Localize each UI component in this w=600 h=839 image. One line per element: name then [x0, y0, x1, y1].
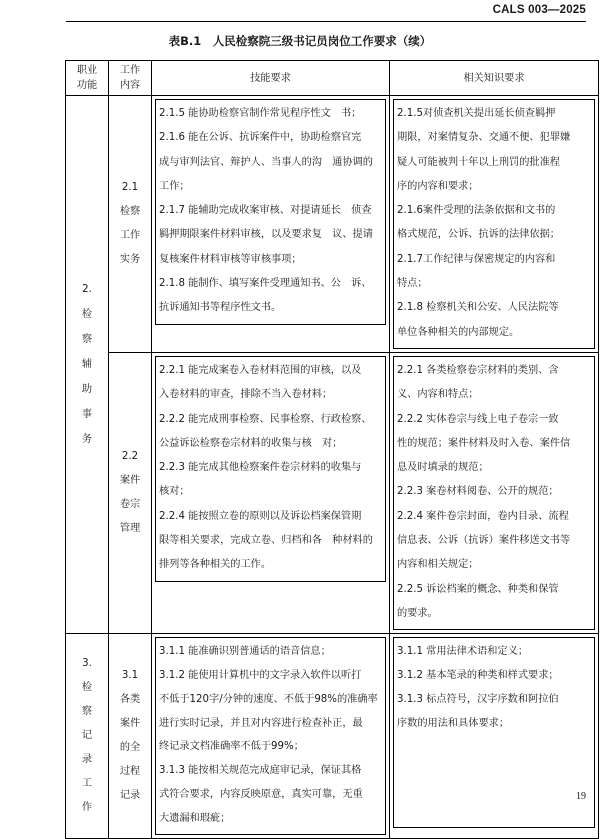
func-char: 察 [81, 705, 93, 717]
page-number: 19 [576, 791, 586, 802]
knowledge-cell [390, 96, 599, 353]
func-char: 事 [81, 409, 93, 421]
knowledge-line: 2.2.4 案件卷宗封面，卷内目录、流程 [397, 510, 569, 522]
content-cell [109, 96, 152, 353]
knowledge-line: 的要求。 [397, 607, 438, 619]
knowledge-line: 疑人可能被判十年以上刑罚的批准程 [397, 156, 560, 168]
skill-line: 工作； [159, 180, 190, 192]
func-char: 务 [81, 434, 93, 446]
skills-cell [152, 634, 390, 838]
content-line: 实务 [119, 253, 141, 265]
knowledge-line: 3.1.2 基本笔录的种类和样式要求； [397, 670, 559, 682]
skill-line: 2.1.8 能制作、填写案件受理通知书、公 诉、 [159, 278, 372, 290]
knowledge-line: 3.1.3 标点符号，汉字序数和阿拉伯 [397, 693, 559, 705]
skill-line: 2.1.6 能在公诉、抗诉案件中，协助检察官完 [159, 132, 362, 144]
func-char: 3. [82, 657, 92, 669]
skill-line: 入卷材料的审查，排除不当入卷材料； [159, 389, 333, 401]
content-line: 2.2 [121, 451, 139, 463]
skill-line: 羁押期限案件材料审核，以及要求复 议、提请 [159, 229, 373, 241]
knowledge-line: 2.2.3 案卷材料阅卷、公开的规范； [397, 486, 559, 498]
function-cell [66, 634, 109, 838]
table-row [66, 96, 599, 353]
skill-line: 3.1.1 能准确识别普通话的语音信息； [159, 646, 331, 658]
content-line: 案件 [119, 475, 141, 487]
knowledge-line: 特点； [397, 278, 428, 290]
knowledge-box [393, 356, 595, 630]
skill-line: 2.2.1 能完成案卷入卷材料范围的审核，以及 [159, 364, 362, 376]
knowledge-line: 单位各种相关的内部规定。 [397, 326, 520, 338]
knowledge-line: 2.1.7工作纪律与保密规定的内容和 [397, 253, 556, 265]
knowledge-line: 期限，对案情复杂、交通不便、犯罪嫌 [397, 132, 571, 144]
content-line: 检察 [119, 205, 141, 217]
skill-line: 进行实时记录，并且对内容进行检查补正，最 [159, 717, 363, 729]
knowledge-box [393, 637, 595, 828]
skill-line: 2.2.2 能完成刑事检察、民事检察、行政检察、 [159, 413, 372, 425]
knowledge-line: 2.2.1 各类检察卷宗材料的类别、含 [397, 364, 559, 376]
skill-line: 大遗漏和瑕疵； [159, 812, 231, 824]
content-cell [109, 352, 152, 633]
table-row [66, 634, 599, 838]
content-line: 的全 [119, 741, 141, 753]
skill-line: 3.1.2 能使用计算机中的文字录入软件以听打 [159, 670, 362, 682]
skill-line: 2.1.5 能协助检察官制作常见程序性文 书； [159, 108, 362, 119]
func-char: 2. [82, 284, 92, 296]
header-skills: 技能要求 [152, 61, 390, 96]
knowledge-line: 信息表、公诉（抗诉）案件移送文书等 [397, 535, 571, 547]
skill-line: 不低于120字/分钟的速度、不低于98%的准确率 [159, 693, 378, 705]
content-line: 2.1 [121, 181, 139, 193]
knowledge-line: 3.1.1 常用法律术语和定义； [397, 646, 529, 658]
knowledge-line: 内容和相关规定； [397, 559, 479, 571]
func-char: 察 [81, 334, 93, 346]
skill-line: 核对； [159, 486, 190, 498]
func-char: 录 [81, 753, 93, 765]
knowledge-box [393, 99, 595, 349]
skill-line: 公益诉讼检察卷宗材料的收集与核 对； [159, 437, 343, 449]
skill-line: 复核案件材料审核等审核事项； [159, 253, 302, 265]
knowledge-line: 义、内容和特点； [397, 389, 479, 401]
skill-line: 成与审判法官、辩护人、当事人的沟 通协调的 [159, 156, 373, 168]
table-header-row [66, 61, 599, 96]
knowledge-line: 2.1.8 检察机关和公安、人民法院等 [397, 302, 559, 314]
knowledge-line: 2.2.5 诉讼档案的概念、种类和保管 [397, 583, 559, 595]
knowledge-cell [390, 352, 599, 633]
content-line: 记录 [119, 789, 141, 801]
knowledge-line: 息及时填录的规范； [397, 462, 489, 474]
table-row [66, 352, 599, 633]
skills-box [155, 99, 386, 325]
skills-box [155, 637, 386, 834]
func-char: 作 [81, 801, 93, 813]
knowledge-line: 序数的用法和具体要求； [397, 717, 510, 729]
func-char: 辅 [81, 359, 93, 371]
content-line: 3.1 [121, 669, 139, 681]
skill-line: 2.2.4 能按照立卷的原则以及诉讼档案保管期 [159, 510, 362, 522]
header-content-line: 内容 [119, 80, 141, 91]
func-char: 助 [81, 384, 93, 396]
content-line: 案件 [119, 717, 141, 729]
func-char: 检 [81, 681, 93, 693]
skills-box [155, 356, 386, 582]
content-line: 卷宗 [119, 499, 141, 511]
content-line: 各类 [119, 693, 141, 705]
header-func-line: 职业 [76, 65, 98, 76]
func-char: 记 [81, 729, 93, 741]
function-cell [66, 96, 109, 634]
skills-cell [152, 96, 390, 353]
knowledge-line: 格式规范，公诉、抗诉的法律依据； [397, 229, 560, 241]
knowledge-cell [390, 634, 599, 838]
knowledge-line: 性的规范；案件材料及时入卷、案件信 [397, 437, 571, 449]
skill-line: 抗诉通知书等程序性文书。 [159, 302, 282, 314]
skill-line: 排列等各种相关的工作。 [159, 559, 272, 571]
func-char: 工 [81, 777, 93, 789]
skill-line: 3.1.3 能按相关规范完成庭审记录，保证其格 [159, 765, 362, 777]
standard-code: CALS 003—2025 [492, 4, 586, 16]
header-func [66, 61, 109, 96]
skill-line: 限等相关要求，完成立卷、归档和各 种材料的 [159, 535, 373, 547]
header-content [109, 61, 152, 96]
func-char: 检 [81, 309, 93, 321]
header-rule [66, 21, 586, 22]
knowledge-line: 2.1.6案件受理的法条依据和文书的 [397, 205, 556, 217]
content-line: 工作 [119, 229, 141, 241]
knowledge-line: 2.2.2 实体卷宗与线上电子卷宗一致 [397, 413, 559, 425]
header-knowledge: 相关知识要求 [390, 61, 599, 96]
header-func-line: 功能 [76, 80, 98, 91]
content-line: 管理 [119, 523, 141, 535]
content-cell [109, 634, 152, 838]
knowledge-line: 序的内容和要求； [397, 180, 479, 192]
requirements-table [65, 60, 599, 839]
skills-cell [152, 352, 390, 633]
table-caption: 表B.1 人民检察院三级书记员岗位工作要求（续） [168, 34, 432, 48]
skill-line: 2.2.3 能完成其他检察案件卷宗材料的收集与 [159, 462, 362, 474]
content-line: 过程 [119, 765, 141, 777]
knowledge-line: 2.1.5对侦查机关提出延长侦查羁押 [397, 108, 556, 119]
skill-line: 式符合要求，内容反映原意，真实可靠，无重 [159, 789, 363, 801]
header-content-line: 工作 [119, 65, 141, 76]
skill-line: 2.1.7 能辅助完成收案审核、对提请延长 侦查 [159, 205, 372, 217]
skill-line: 终记录文档准确率不低于99%； [159, 741, 304, 753]
